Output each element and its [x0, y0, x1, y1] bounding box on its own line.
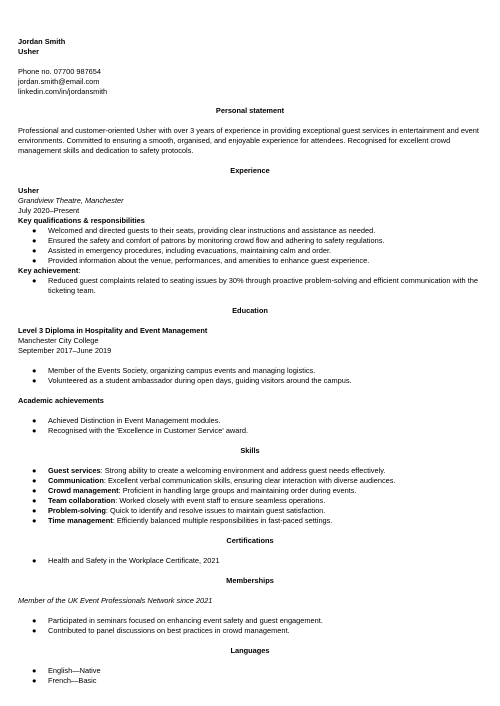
academic-achievements-heading: Academic achievements	[18, 396, 104, 405]
list-item: ● French—Basic	[32, 676, 97, 685]
section-title-languages: Languages	[230, 646, 270, 655]
education-section	[18, 306, 482, 436]
section-title-experience: Experience	[230, 166, 270, 175]
list-item: ● Achieved Distinction in Event Management modules.	[32, 416, 221, 425]
bullet-icon: ●	[32, 626, 37, 635]
list-item: ● Communication: Excellent verbal communication skills, ensuring clear interaction with diverse audiences.	[32, 476, 396, 485]
list-item: ● Member of the Events Society, organizing campus events and managing logistics.	[32, 366, 316, 375]
job-dates: July 2020–Present	[18, 206, 80, 215]
list-item: ● Time management: Efficiently balanced multiple responsibilities in fast-paced settings.	[32, 516, 333, 525]
experience-section	[18, 166, 482, 296]
bullet-icon: ●	[32, 616, 37, 625]
list-item: ● Recognised with the 'Excellence in Customer Service' award.	[32, 426, 248, 435]
education-dates: September 2017–June 2019	[18, 346, 112, 355]
list-item: ● Reduced guest complaints related to seating issues by 30% through proactive problem-solving and efficient communication with the ticketing team.	[32, 276, 478, 295]
personal-statement-text: Professional and customer-oriented Usher with over 3 years of experience in providing exceptional guest services in entertainment and event environments. Committed to ensuring a smooth, organised, and enjoyable experience for attendees. Recognised for excellent crowd management skills and dedication to safety protocols.	[18, 126, 479, 155]
list-item: ● Assisted in emergency procedures, including evacuations, maintaining calm and order.	[32, 246, 332, 255]
achievement-list	[18, 276, 482, 296]
academic-list	[18, 416, 482, 436]
list-item: ● Volunteered as a student ambassador during open days, guiding visitors around the campus.	[32, 376, 352, 385]
bullet-icon: ●	[32, 676, 37, 685]
bullet-icon: ●	[32, 466, 37, 475]
list-item: ● Participated in seminars focused on enhancing event safety and guest engagement.	[32, 616, 323, 625]
languages-section	[18, 646, 482, 686]
bullet-icon: ●	[32, 246, 37, 255]
cv-page	[18, 37, 482, 686]
achievement-heading: Key achievement:	[18, 266, 81, 275]
skills-section	[18, 446, 482, 526]
phone-number: Phone no. 07700 987654	[18, 67, 102, 76]
bullet-icon: ●	[32, 666, 37, 675]
list-item: ● Guest services: Strong ability to create a welcoming environment and address guest needs effectively.	[32, 466, 386, 475]
list-item: ● Team collaboration: Worked closely with event staff to ensure seamless operations.	[32, 496, 326, 505]
list-item: ● English—Native	[32, 666, 101, 675]
languages-list	[18, 666, 482, 686]
bullet-icon: ●	[32, 416, 37, 425]
education-list	[18, 366, 482, 386]
candidate-name: Jordan Smith	[18, 37, 66, 46]
list-item: ● Welcomed and directed guests to their seats, providing clear instructions and assistance as needed.	[32, 226, 376, 235]
bullet-icon: ●	[32, 366, 37, 375]
bullet-icon: ●	[32, 236, 37, 245]
personal-statement-section	[18, 106, 482, 156]
bullet-icon: ●	[32, 256, 37, 265]
memberships-list	[18, 616, 482, 636]
responsibilities-list	[18, 226, 482, 266]
bullet-icon: ●	[32, 426, 37, 435]
bullet-icon: ●	[32, 516, 37, 525]
section-title-skills: Skills	[240, 446, 260, 455]
email-address: jordan.smith@email.com	[18, 77, 100, 86]
section-title-personal-statement: Personal statement	[215, 106, 285, 115]
section-title-education: Education	[232, 306, 268, 315]
list-item: ● Crowd management: Proficient in handling large groups and maintaining order during events.	[32, 486, 357, 495]
degree-title: Level 3 Diploma in Hospitality and Event Management	[18, 326, 208, 335]
candidate-role: Usher	[18, 47, 39, 56]
qualifications-heading: Key qualifications & responsibilities	[18, 216, 145, 225]
list-item: ● Health and Safety in the Workplace Certificate, 2021	[32, 556, 220, 565]
job-title: Usher	[18, 186, 39, 195]
list-item: ● Provided information about the venue, performances, and amenities to enhance guest experience.	[32, 256, 370, 265]
membership-intro: Member of the UK Event Professionals Network since 2021	[18, 596, 213, 605]
bullet-icon: ●	[32, 486, 37, 495]
bullet-icon: ●	[32, 276, 37, 285]
header-block	[18, 37, 482, 97]
bullet-icon: ●	[32, 226, 37, 235]
list-item: ● Contributed to panel discussions on best practices in crowd management.	[32, 626, 290, 635]
section-title-memberships: Memberships	[226, 576, 274, 585]
list-item: ● Problem-solving: Quick to identify and resolve issues to maintain guest satisfaction.	[32, 506, 326, 515]
bullet-icon: ●	[32, 476, 37, 485]
school-name: Manchester City College	[18, 336, 99, 345]
linkedin-url: linkedin.com/in/jordansmith	[18, 87, 108, 96]
skills-list	[18, 466, 482, 526]
list-item: ● Ensured the safety and comfort of patrons by monitoring crowd flow and adhering to safety regulations.	[32, 236, 385, 245]
certifications-list	[18, 556, 482, 566]
bullet-icon: ●	[32, 556, 37, 565]
bullet-icon: ●	[32, 506, 37, 515]
bullet-icon: ●	[32, 496, 37, 505]
certifications-section	[18, 536, 482, 566]
section-title-certifications: Certifications	[226, 536, 274, 545]
employer: Grandview Theatre, Manchester	[18, 196, 124, 205]
memberships-section	[18, 576, 482, 636]
bullet-icon: ●	[32, 376, 37, 385]
